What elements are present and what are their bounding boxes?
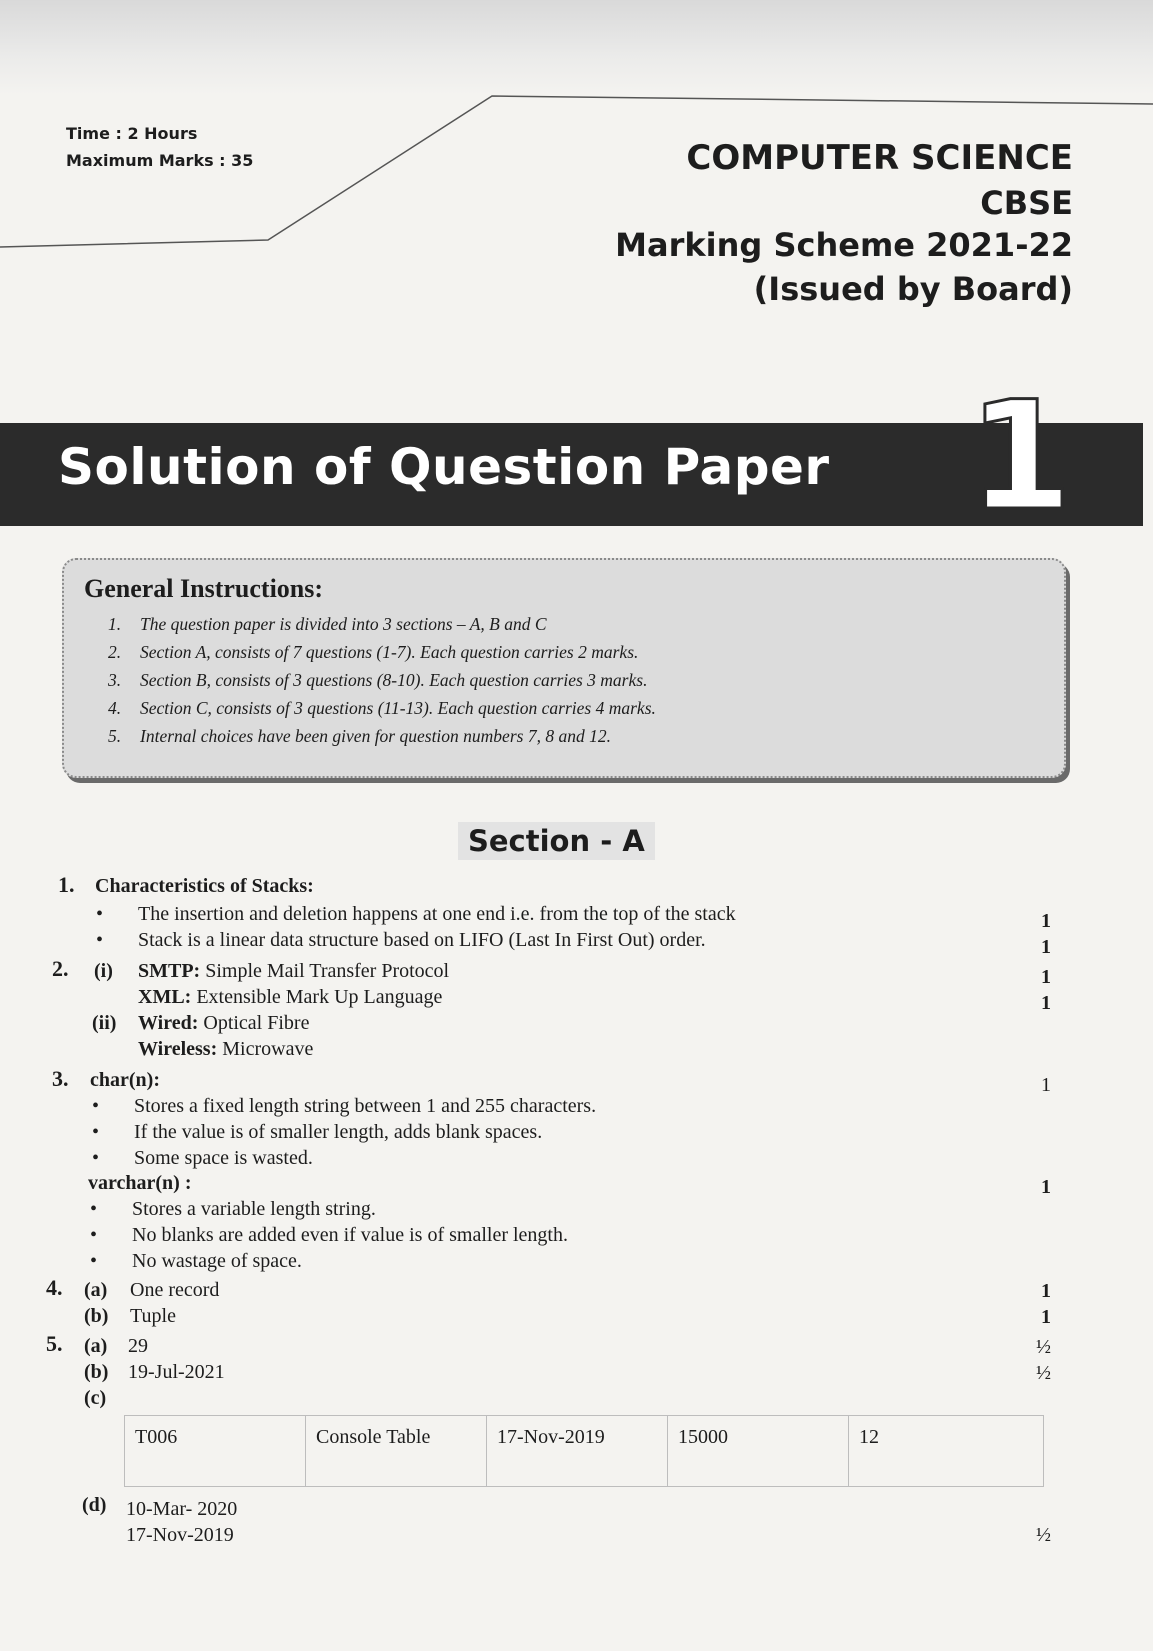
q5-c-label: (c)	[84, 1387, 107, 1409]
q3-varchar-point: No wastage of space.	[132, 1250, 302, 1272]
q5-d-label: (d)	[82, 1494, 107, 1516]
q2-wired: Wired: Optical Fibre	[138, 1012, 310, 1034]
mark: 1	[1041, 966, 1051, 988]
q4-number: 4.	[46, 1275, 63, 1300]
q5-b-value: 19-Jul-2021	[128, 1361, 225, 1383]
mark: ½	[1036, 1336, 1051, 1358]
q2-xml: XML: Extensible Mark Up Language	[138, 986, 443, 1008]
table-cell: 17-Nov-2019	[487, 1416, 668, 1487]
q3-number: 3.	[52, 1066, 69, 1091]
q5-a-value: 29	[128, 1335, 148, 1357]
table-row	[125, 1416, 1044, 1487]
instruction-item: 5. Internal choices have been given for question numbers 7, 8 and 12.	[108, 726, 611, 746]
bullet: •	[96, 903, 104, 925]
mark: ½	[1036, 1362, 1051, 1384]
instruction-item: 4. Section C, consists of 3 questions (11-13). Each question carries 4 marks.	[108, 698, 656, 718]
q1-number: 1.	[58, 872, 75, 897]
bullet: •	[92, 1121, 100, 1143]
subject-title: COMPUTER SCIENCE	[686, 138, 1073, 178]
section-heading: Section - A	[458, 822, 655, 860]
q4-a-label: (a)	[84, 1279, 108, 1301]
instruction-item: 2. Section A, consists of 7 questions (1-7). Each question carries 2 marks.	[108, 642, 639, 662]
q1-point: The insertion and deletion happens at one end i.e. from the top of the stack	[138, 903, 736, 925]
q5-result-table	[124, 1415, 1044, 1487]
mark: 1	[1041, 910, 1051, 932]
q3-char-point: Some space is wasted.	[134, 1147, 313, 1169]
mark: 1	[1041, 1280, 1051, 1302]
q2-wireless: Wireless: Microwave	[138, 1038, 314, 1060]
issued-by-title: (Issued by Board)	[753, 270, 1073, 308]
q3-char-point: Stores a fixed length string between 1 and 255 characters.	[134, 1095, 597, 1117]
banner-title: Solution of Question Paper	[58, 438, 830, 496]
bullet: •	[90, 1198, 98, 1220]
mark: 1	[1041, 1176, 1051, 1198]
table-cell: 15000	[668, 1416, 849, 1487]
q2-smtp: SMTP: Simple Mail Transfer Protocol	[138, 960, 450, 982]
instruction-item: 1. The question paper is divided into 3 sections – A, B and C	[108, 614, 547, 634]
q3-varchar-point: No blanks are added even if value is of smaller length.	[132, 1224, 568, 1246]
q4-a-value: One record	[130, 1279, 220, 1301]
q5-d-value: 10-Mar- 2020	[126, 1498, 238, 1520]
q1-point: Stack is a linear data structure based on LIFO (Last In First Out) order.	[138, 929, 706, 951]
table-cell: 12	[849, 1416, 1044, 1487]
q5-number: 5.	[46, 1331, 63, 1356]
paper-number: 1	[968, 370, 1073, 544]
q2-number: 2.	[52, 956, 69, 981]
instructions-title: General Instructions:	[84, 574, 324, 603]
board-title: CBSE	[980, 184, 1073, 222]
table-cell: T006	[125, 1416, 306, 1487]
mark: 1	[1041, 936, 1051, 958]
mark: 1	[1041, 1074, 1051, 1096]
scheme-title: Marking Scheme 2021-22	[615, 226, 1073, 264]
q2-part-i: (i)	[94, 960, 113, 982]
q1-heading: Characteristics of Stacks:	[95, 875, 314, 897]
bullet: •	[90, 1250, 98, 1272]
q2-part-ii: (ii)	[92, 1012, 117, 1034]
bullet: •	[90, 1224, 98, 1246]
q4-b-label: (b)	[84, 1305, 109, 1327]
q5-b-label: (b)	[84, 1361, 109, 1383]
q3-char-heading: char(n):	[90, 1069, 160, 1091]
q5-a-label: (a)	[84, 1335, 108, 1357]
time-label: Time : 2 Hours	[66, 124, 198, 143]
mark: 1	[1041, 992, 1051, 1014]
mark: ½	[1036, 1524, 1051, 1546]
max-marks-label: Maximum Marks : 35	[66, 151, 254, 170]
bullet: •	[96, 929, 104, 951]
q3-varchar-heading: varchar(n) :	[88, 1172, 192, 1194]
instruction-item: 3. Section B, consists of 3 questions (8-10). Each question carries 3 marks.	[108, 670, 648, 690]
q3-varchar-point: Stores a variable length string.	[132, 1198, 376, 1220]
q5-d-value: 17-Nov-2019	[126, 1524, 234, 1546]
header-shade	[0, 0, 1153, 95]
q4-b-value: Tuple	[130, 1305, 176, 1327]
mark: 1	[1041, 1306, 1051, 1328]
q3-char-point: If the value is of smaller length, adds blank spaces.	[134, 1121, 543, 1143]
bullet: •	[92, 1147, 100, 1169]
bullet: •	[92, 1095, 100, 1117]
table-cell: Console Table	[306, 1416, 487, 1487]
